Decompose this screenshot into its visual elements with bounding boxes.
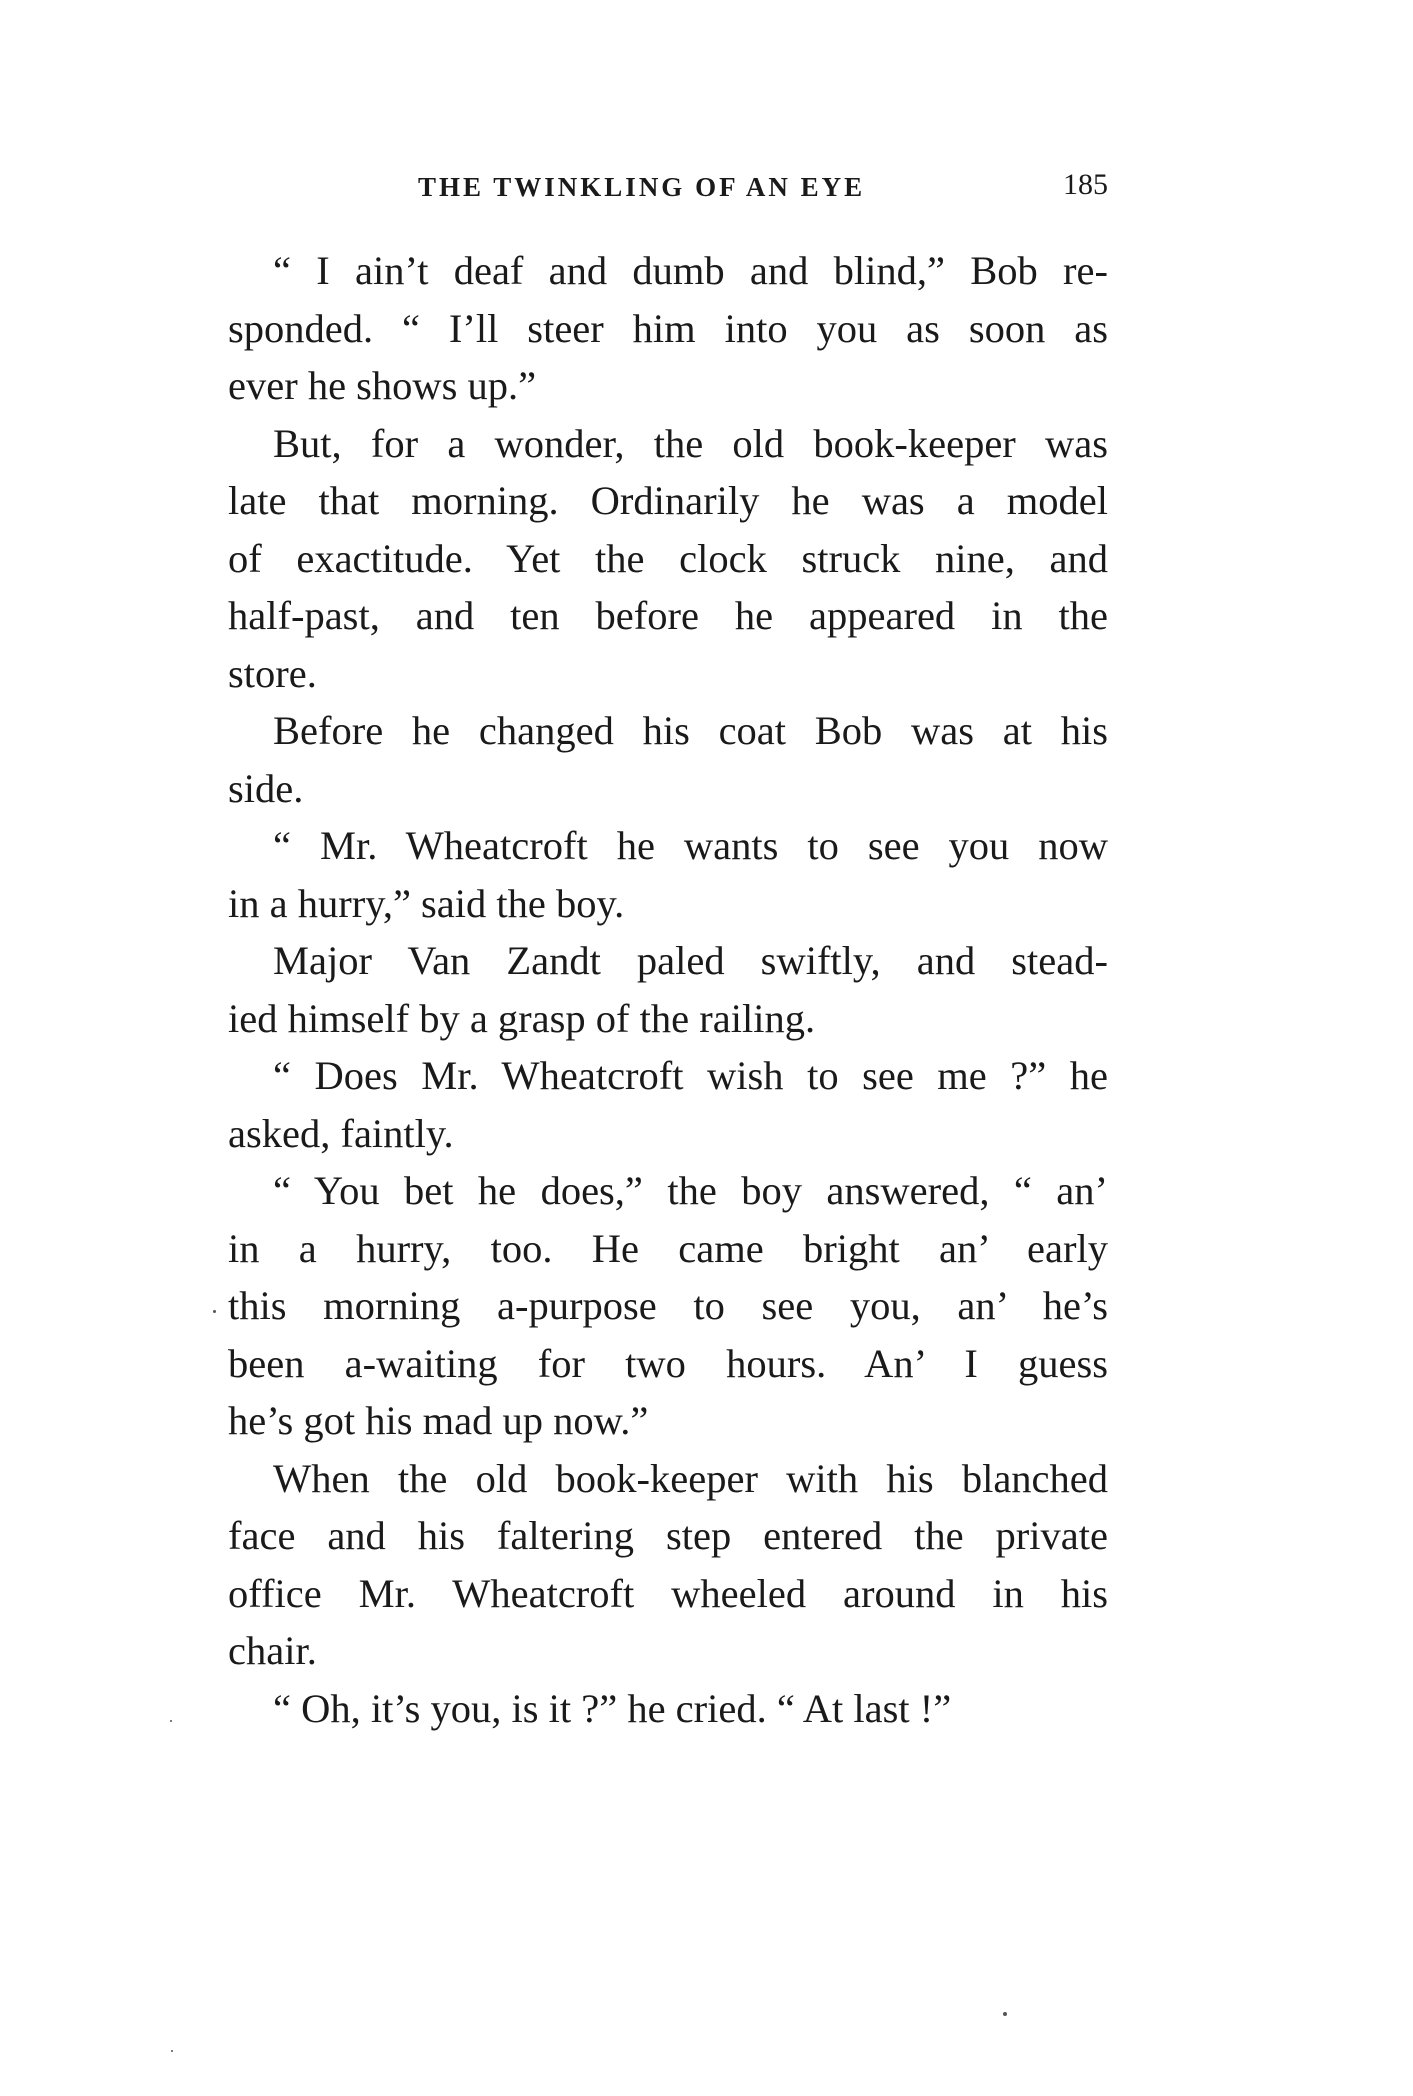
text-line: “ Does Mr. Wheatcroft wish to see me ?” he bbox=[273, 1053, 1108, 1098]
paper-speck bbox=[213, 1310, 216, 1313]
text-line: “ Oh, it’s you, is it ?” he cried. “ At last !” bbox=[273, 1685, 952, 1731]
text-line: “ You bet he does,” the boy answered, “ an’ bbox=[273, 1168, 1108, 1213]
text-line: half-past, and ten before he appeared in the bbox=[228, 593, 1108, 638]
text-line: ever he shows up.” bbox=[228, 363, 537, 408]
page-number: 185 bbox=[1063, 168, 1108, 201]
text-line: of exactitude. Yet the clock struck nine, and bbox=[228, 535, 1108, 581]
text-line: face and his faltering step entered the private bbox=[228, 1513, 1108, 1558]
running-title: THE TWINKLING OF AN EYE bbox=[418, 172, 866, 202]
text-line: ied himself by a grasp of the railing. bbox=[228, 995, 816, 1041]
text-line: he’s got his mad up now.” bbox=[228, 1398, 649, 1443]
text-line: store. bbox=[228, 650, 317, 696]
paper-speck bbox=[171, 2050, 173, 2052]
text-line: chair. bbox=[228, 1628, 317, 1673]
text-line: “ Mr. Wheatcroft he wants to see you now bbox=[273, 823, 1108, 868]
body-text bbox=[228, 242, 1108, 1737]
running-head bbox=[228, 168, 1108, 216]
text-line: asked, faintly. bbox=[228, 1110, 454, 1156]
paper-speck bbox=[170, 1720, 172, 1722]
text-line: in a hurry, too. He came bright an’ early bbox=[228, 1225, 1108, 1271]
text-line: in a hurry,” said the boy. bbox=[228, 880, 625, 926]
text-line: office Mr. Wheatcroft wheeled around in his bbox=[228, 1570, 1108, 1616]
text-line: sponded. “ I’ll steer him into you as soon as bbox=[228, 305, 1108, 351]
text-line: Before he changed his coat Bob was at his bbox=[273, 708, 1108, 753]
paper-speck bbox=[1003, 2012, 1007, 2016]
text-line: this morning a-purpose to see you, an’ he’s bbox=[228, 1283, 1108, 1328]
text-line: side. bbox=[228, 765, 304, 811]
text-line: been a-waiting for two hours. An’ I guess bbox=[228, 1340, 1108, 1386]
text-line: late that morning. Ordinarily he was a model bbox=[228, 478, 1108, 523]
text-line: Major Van Zandt paled swiftly, and stead- bbox=[273, 938, 1108, 983]
text-line: When the old book-keeper with his blanched bbox=[273, 1455, 1108, 1501]
text-line: “ I ain’t deaf and dumb and blind,” Bob re- bbox=[273, 248, 1108, 293]
text-line: But, for a wonder, the old book-keeper was bbox=[273, 420, 1108, 466]
